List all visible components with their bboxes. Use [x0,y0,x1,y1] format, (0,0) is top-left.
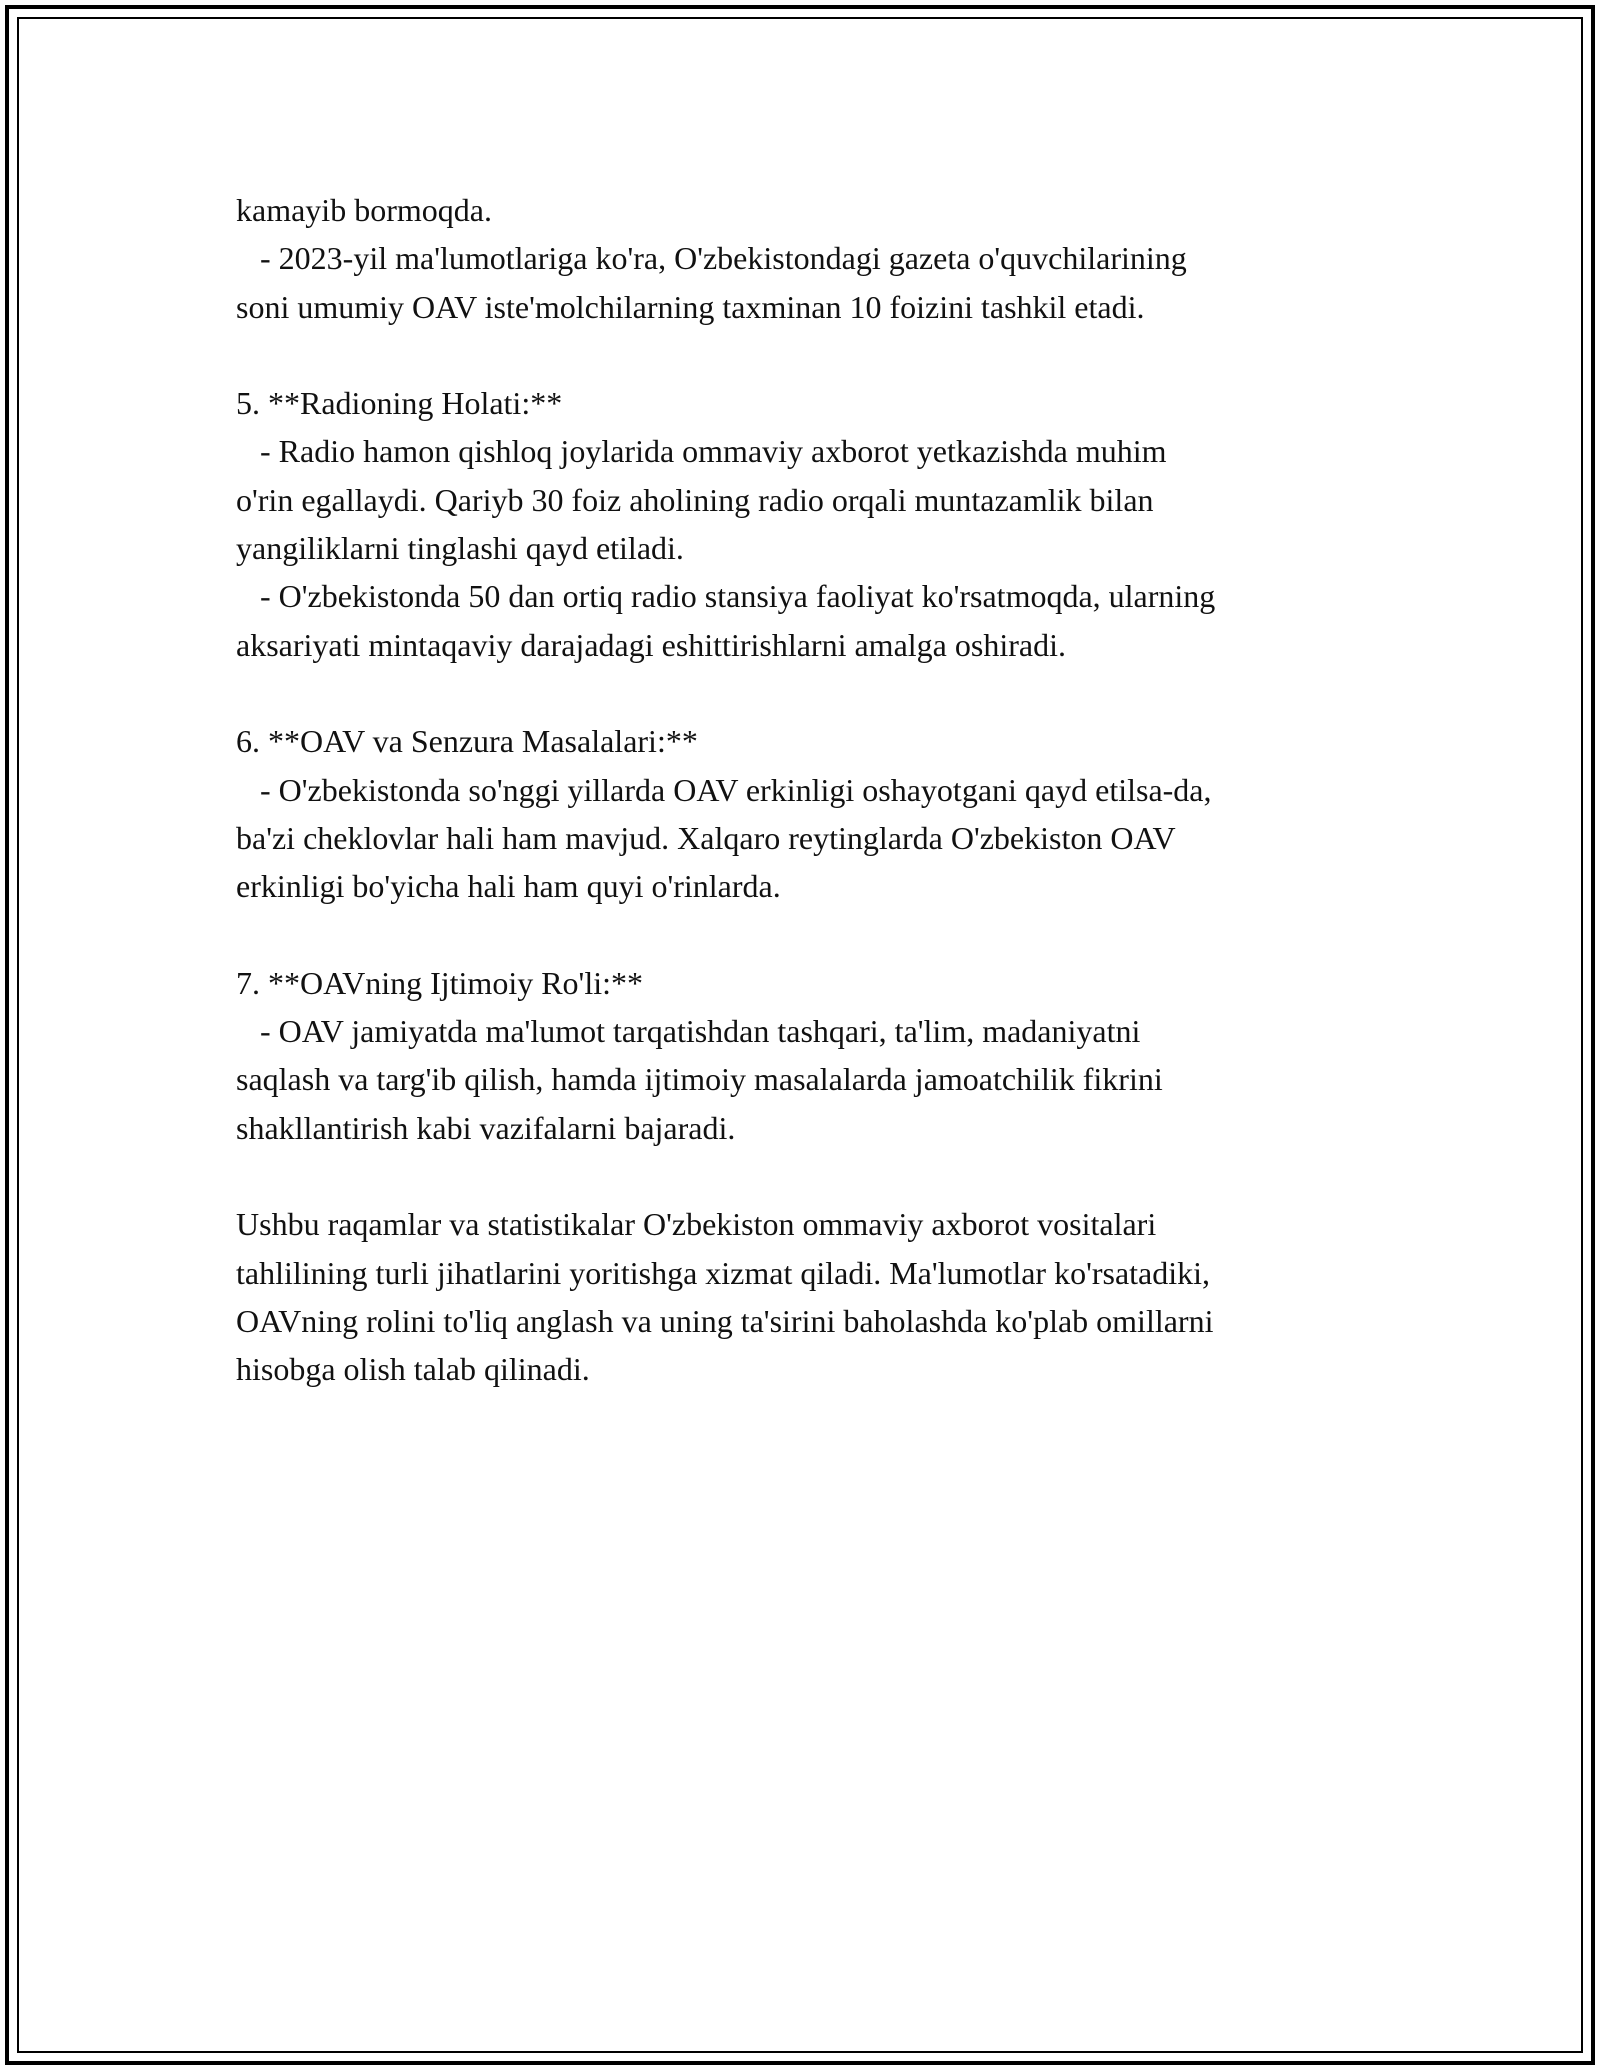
text-line: Ushbu raqamlar va statistikalar O'zbekiston ommaviy axborot vositalari [236,1206,1157,1243]
text-line: hisobga olish talab qilinadi. [236,1351,590,1388]
text-line: o'rin egallaydi. Qariyb 30 foiz aholining radio orqali muntazamlik bilan [236,481,1154,518]
text-line: - 2023-yil ma'lumotlariga ko'ra, O'zbekistondagi gazeta o'quvchilarining [236,240,1187,277]
text-line: OAVning rolini to'liq anglash va uning ta'sirini baholashda ko'plab omillarni [236,1302,1214,1339]
paragraph-gap [236,331,1396,379]
section-heading: 7. **OAVning Ijtimoiy Ro'li:** [236,964,643,1001]
text-line: kamayib bormoqda. [236,192,492,228]
paragraph-gap [236,1152,1396,1200]
text-line: aksariyati mintaqaviy darajadagi eshittirishlarni amalga oshiradi. [236,626,1066,663]
text-line: - O'zbekistonda so'nggi yillarda OAV erkinligi oshayotgani qayd etilsa-da, [236,771,1212,808]
text-line: - OAV jamiyatda ma'lumot tarqatishdan tashqari, ta'lim, madaniyatni [236,1013,1141,1050]
text-line: soni umumiy OAV iste'molchilarning taxminan 10 foizini tashkil etadi. [236,288,1145,325]
section-heading: 5. **Radioning Holati:** [236,385,563,422]
text-line: shakllantirish kabi vazifalarni bajaradi. [236,1109,736,1146]
document-body [236,186,1396,1393]
section-heading: 6. **OAV va Senzura Masalalari:** [236,723,698,760]
text-line: tahlilining turli jihatlarini yoritishga xizmat qiladi. Ma'lumotlar ko'rsatadiki, [236,1254,1211,1291]
text-line: yangiliklarni tinglashi qayd etiladi. [236,530,684,567]
paragraph-gap [236,910,1396,958]
text-line: erkinligi bo'yicha hali ham quyi o'rinlarda. [236,868,781,905]
text-line: - Radio hamon qishloq joylarida ommaviy axborot yetkazishda muhim [236,433,1167,470]
paragraph-gap [236,669,1396,717]
text-line: ba'zi cheklovlar hali ham mavjud. Xalqaro reytinglarda O'zbekiston OAV [236,819,1176,856]
text-line: saqlash va targ'ib qilish, hamda ijtimoiy masalalarda jamoatchilik fikrini [236,1061,1163,1098]
text-line: - O'zbekistonda 50 dan ortiq radio stansiya faoliyat ko'rsatmoqda, ularning [236,578,1216,615]
